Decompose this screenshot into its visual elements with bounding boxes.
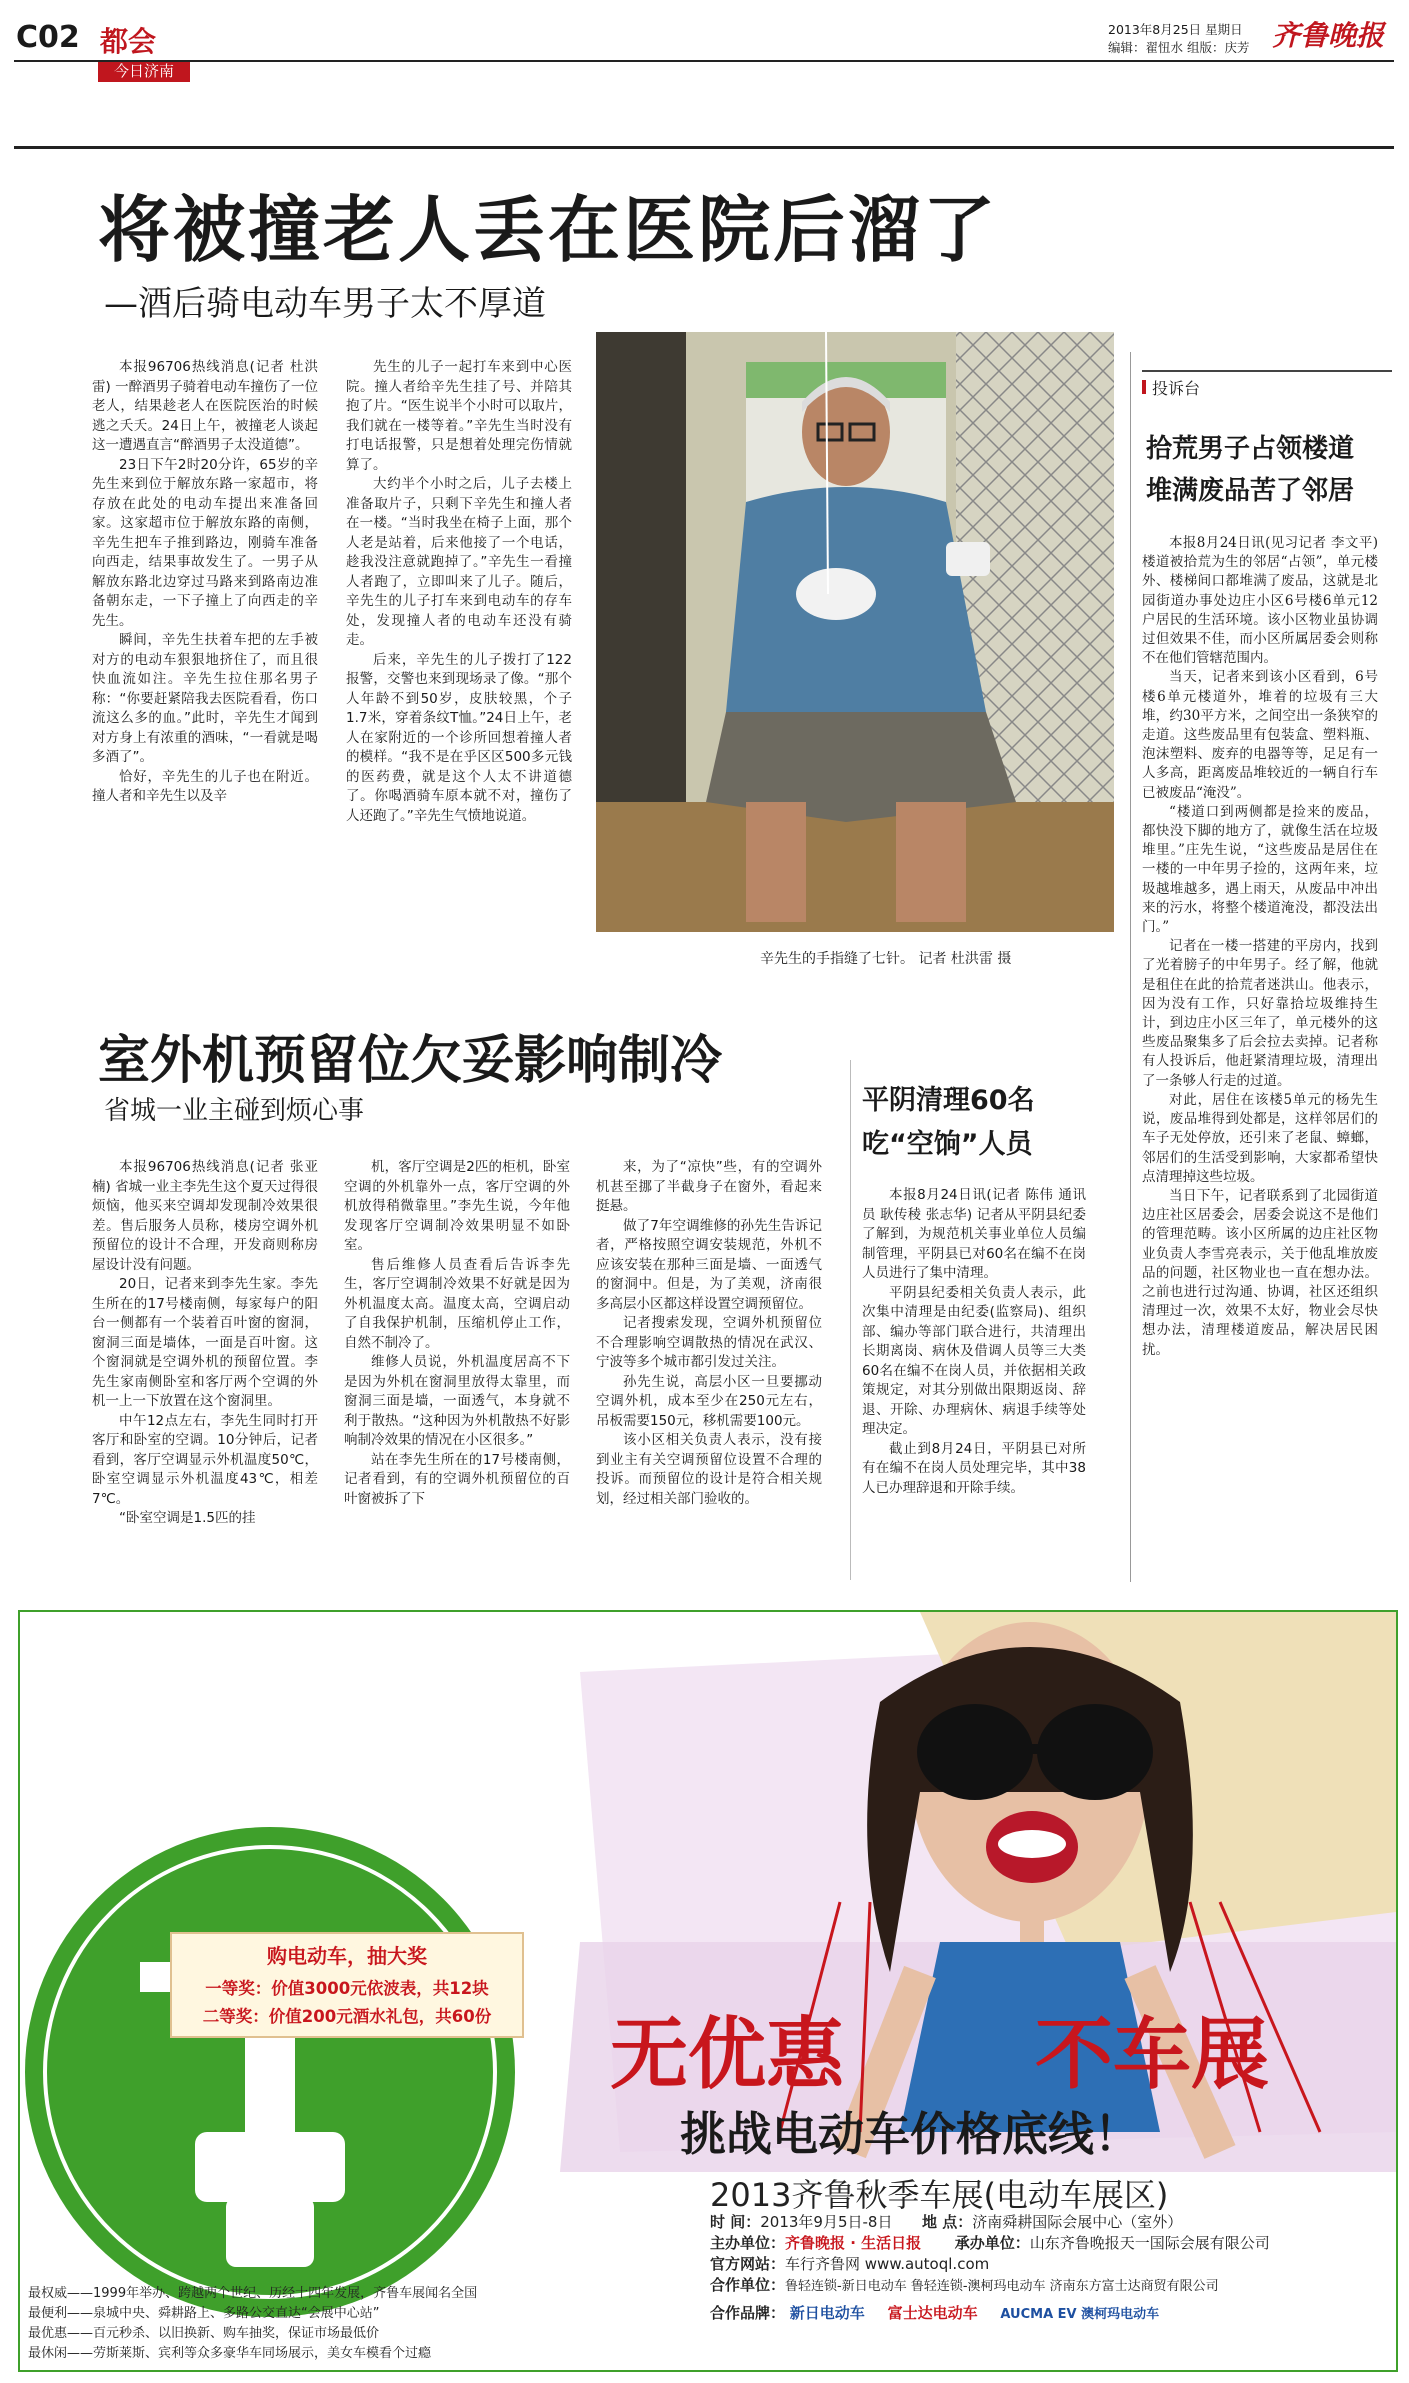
brand-logo-fushida: 富士达电动车 xyxy=(887,2304,978,2322)
story1-paragraph: 先生的儿子一起打车来到中心医院。撞人者给辛先生挂了号、并陪其抱了片。“医生说半个小时可以取片，我们就在一楼等着。”辛先生当时没有打电话报警，只是想着处理完伤情就算了。 xyxy=(346,359,572,473)
story2-paragraph: 站在李先生所在的17号楼南侧，记者看到，有的空调外机预留位的百叶窗被拆了下 xyxy=(344,1451,570,1507)
sidebar-paragraph: “楼道口到两侧都是捡来的废品，都快没下脚的地方了，就像生活在垃圾堆里。”庄先生说，“这些废品是居住在一楼的一中年男子捡的，这两年来，垃圾越堆越多，遇上雨天，从废品中冲出来的污水，将整个楼道淹没，都没法出门。” xyxy=(1142,803,1378,936)
brands-label: 合作品牌： xyxy=(710,2304,786,2322)
story1-paragraph: 瞬间，辛先生扶着车把的左手被对方的电动车狠狠地挤住了，而且很快血流如注。辛先生拉住那名男子称：“你要赶紧陪我去医院看看，伤口流这么多的血。”此时，辛先生才闻到对方身上有浓重的酒味，“一看就是喝多酒了”。 xyxy=(92,632,318,765)
photo-caption: 辛先生的手指缝了七针。 记者 杜洪雷 摄 xyxy=(760,951,1012,967)
host-row xyxy=(710,2233,1390,2254)
story2-paragraph: 机，客厅空调是2匹的柜机，卧室空调的外机靠外一点，客厅空调的外机放得稍微靠里。”李先生说，今年他发现客厅空调制冷效果明显不如卧室。 xyxy=(344,1159,570,1253)
brand-logo-xinri: 新日电动车 xyxy=(789,2304,865,2322)
promo-prize-1: 一等奖：价值3000元依波表，共12块 xyxy=(205,1979,489,1998)
promo-prize-2: 二等奖：价值200元酒水礼包，共60份 xyxy=(202,2007,492,2026)
story2-column-3 xyxy=(596,1158,822,1509)
editors-line: 编辑：翟忸水 组版：庆芳 xyxy=(1108,40,1250,55)
brands-row xyxy=(710,2303,1390,2325)
top-rule xyxy=(14,146,1394,149)
organizer-value: 山东齐鲁晚报天一国际会展有限公司 xyxy=(1029,2234,1270,2252)
sidebar-paragraph: 当日下午，记者联系到了北园街道边庄社区居委会，居委会说这不是他们的管理范畴。该小区所属的边庄社区物业负责人李雪亮表示，关于他乱堆放废品的问题，社区物业也一直在想办法。之前也进行过沟通、协调，社区还组织清理过一次，效果不太好，物业会尽快想办法，清理楼道废品，解决居民困扰。 xyxy=(1142,1187,1378,1358)
sidebar-divider xyxy=(1130,352,1131,1582)
header-rule xyxy=(14,60,1394,62)
feature-item: 最休闲——劳斯莱斯、宾利等众多豪华车同场展示，美女车模看个过瘾 xyxy=(28,2346,432,2361)
brand-logo-aucma: AUCMA EV 澳柯玛电动车 xyxy=(1000,2307,1160,2322)
subsection-bar xyxy=(98,60,190,82)
story1-column-1 xyxy=(92,358,318,807)
story2-paragraph: 售后维修人员查看后告诉李先生，客厅空调制冷效果不好就是因为外机温度太高。温度太高，空调启动了自我保护机制，压缩机停止工作，自然不制冷了。 xyxy=(344,1256,570,1351)
masthead-logo: 齐鲁晚报 xyxy=(1272,19,1385,52)
sidebar-paragraph: 当天，记者来到该小区看到，6号楼6单元楼道外，堆着的垃圾有三大堆，约30平方米，之间空出一条狭窄的走道。这些废品里有包装盒、塑料瓶、泡沫塑料、废弃的电器等等，足足有一人多高，距离废品堆较近的一辆自行车已被废品“淹没”。 xyxy=(1142,669,1378,801)
story1-paragraph: 后来，辛先生的儿子拨打了122报警，交警也来到现场录了像。“那个人年龄不到50岁，皮肤较黑，个子1.7米，穿着条纹T恤。”24日上午，老人在家附近的一个诊所回想着撞人者的模样。“我不是在乎区区500多元钱的医药费，就是这个人太不讲道德了。你喝酒骑车原本就不对，撞伤了人还跑了。”辛先生气愤地说道。 xyxy=(346,651,572,824)
promo-title: 购电动车，抽大奖 xyxy=(267,1944,427,1968)
feature-item: 最便利——泉城中央、舜耕路上、多路公交直达“会展中心站” xyxy=(28,2306,380,2321)
story2-column-1 xyxy=(92,1158,318,1529)
story2-paragraph: 20日，记者来到李先生家。李先生所在的17号楼南侧，每家每户的阳台一侧都有一个装着百叶窗的窗洞，窗洞三面是墙体，一面是百叶窗。这个窗洞就是空调外机的预留位置。李先生家南侧卧室和客厅两个空调的外机一上一下放置在这个窗洞里。 xyxy=(92,1276,318,1409)
slogan-left: 无优惠 xyxy=(610,2010,845,2100)
sidebar-headline-1: 拾荒男子占领楼道 xyxy=(1146,434,1355,464)
sidebar-paragraph: 记者在一楼一搭建的平房内，找到了光着膀子的中年男子。经了解，他就是租住在此的拾荒者迷洪山。他表示，因为没有工作，只好靠拾垃圾维持生计，到边庄小区三年了，单元楼外的这些废品聚集多了后会拉去卖掉。记者称有人投诉后，他赶紧清理垃圾，清理出了一条够人行走的过道。 xyxy=(1142,938,1378,1089)
story1-paragraph: 恰好，辛先生的儿子也在附近。撞人者和辛先生以及辛 xyxy=(92,768,318,804)
story2-paragraph: 记者搜索发现，空调外机预留位不合理影响空调散热的情况在武汉、宁波等多个城市都引发过关注。 xyxy=(596,1315,822,1370)
time-label: 时 间： xyxy=(710,2213,761,2231)
slogan-right: 不车展 xyxy=(1035,2010,1270,2100)
story2-paragraph: 做了7年空调维修的孙先生告诉记者，严格按照空调安装规范，外机不应该安装在那种三面是墙、一面透气的窗洞中。但是，为了美观，济南很多高层小区都这样设置空调预留位。 xyxy=(596,1217,822,1312)
story2-paragraph: “卧室空调是1.5匹的挂 xyxy=(119,1510,256,1526)
story3-divider xyxy=(850,1060,851,1580)
sidebar-tag xyxy=(1142,370,1392,399)
event-title: 2013齐鲁秋季车展(电动车展区) xyxy=(710,2176,1169,2214)
sidebar-body xyxy=(1142,534,1378,1360)
story1-paragraph: 大约半个小时之后，儿子去楼上准备取片子，只剩下辛先生和撞人者在一楼。“当时我坐在椅子上面，那个人老是站着，后来他接了一个电话，趁我没注意就跑掉了。”辛先生一看撞人者跑了，立即叫来了儿子。随后，辛先生的儿子打车来到电动车的存车处，发现撞人者的电动车还没有骑走。 xyxy=(346,476,572,648)
subsection-label: 今日济南 xyxy=(113,62,174,80)
partner-row xyxy=(710,2275,1390,2297)
site-row xyxy=(710,2254,1390,2275)
story2-paragraph: 本报96706热线消息(记者 张亚楠) 省城一业主李先生这个夏天过得很烦恼，他买来空调却发现制冷效果很差。售后服务人员称，楼房空调外机预留位的设计不合理，开发商则称房屋设计没有问题。 xyxy=(92,1159,318,1273)
story2-column-2 xyxy=(344,1158,570,1509)
sidebar-paragraph: 本报8月24日讯(见习记者 李文平) 楼道被拾荒为生的邻居“占领”，单元楼外、楼梯间口都堆满了废品，这就是北园街道办事处边庄小区6号楼6单元12户居民的生活环境。该小区物业虽协调过但效果不佳，而小区所属居委会则称不在他们管辖范围内。 xyxy=(1142,535,1378,667)
story1-subhead: —酒后骑电动车男子太不厚道 xyxy=(104,284,546,324)
story2-paragraph: 该小区相关负责人表示，没有接到业主有关空调预留位设置不合理的投诉。而预留位的设计是符合相关规划，经过相关部门验收的。 xyxy=(596,1432,822,1507)
story3-paragraph: 截止到8月24日，平阴县已对所有在编不在岗人员处理完毕，其中38人已办理辞退和开除手续。 xyxy=(862,1440,1086,1496)
story3-paragraph: 本报8月24日讯(记者 陈伟 通讯员 耿传稜 张志华) 记者从平阴县纪委了解到，为规范机关事业单位人员编制管理，平阴县已对60名在编不在岗人员进行了集中清理。 xyxy=(862,1187,1086,1281)
place-value: 济南舜耕国际会展中心（室外） xyxy=(972,2213,1183,2231)
time-value: 2013年9月5日-8日 xyxy=(760,2213,893,2231)
advertisement xyxy=(18,1610,1398,2372)
story2-paragraph: 来，为了“凉快”些，有的空调外机甚至挪了半截身子在窗外，看起来挺悬。 xyxy=(596,1159,822,1214)
story2-paragraph: 孙先生说，高层小区一旦要挪动空调外机，成本至少在250元左右，吊板需要150元，移机需要100元。 xyxy=(596,1373,822,1429)
sidebar-tag-label: 投诉台 xyxy=(1152,379,1201,398)
site-label: 官方网站： xyxy=(710,2255,786,2273)
feature-list xyxy=(28,2284,628,2364)
story1-paragraph: 23日下午2时20分许，65岁的辛先生来到位于解放东路一家超市，将存放在此处的电动车提出来准备回家。这家超市位于解放东路的南侧，辛先生把车子推到路边，刚骑车准备向西走，结果事故发生了。一男子从解放东路北边穿过马路来到路南边准备朝东走，一下子撞上了向西走的辛先生。 xyxy=(92,456,318,629)
story1-photo xyxy=(596,332,1114,932)
promo-box xyxy=(170,1932,524,2038)
host-value: 齐鲁晚报 · 生活日报 xyxy=(785,2234,922,2252)
section-name: 都会 xyxy=(100,25,157,58)
story3-body xyxy=(862,1186,1086,1498)
story1-column-2 xyxy=(346,358,572,826)
story1-headline: 将被撞老人丢在医院后溜了 xyxy=(98,188,999,272)
story1-paragraph: 本报96706热线消息(记者 杜洪雷) 一醉酒男子骑着电动车撞伤了一位老人，结果趁老人在医院医治的时候逃之夭夭。24日上午，被撞老人谈起这一遭遇直言“醉酒男子太没道德”。 xyxy=(92,359,318,453)
site-value: 车行齐鲁网 www.autoql.com xyxy=(785,2255,990,2273)
host-label: 主办单位： xyxy=(710,2234,786,2252)
feature-item: 最权威——1999年举办、跨越两个世纪、历经十四年发展，齐鲁车展闻名全国 xyxy=(28,2286,478,2301)
story2-headline: 室外机预留位欠妥影响制冷 xyxy=(98,1031,723,1091)
organizer-label: 承办单位： xyxy=(954,2234,1030,2252)
story3-paragraph: 平阴县纪委相关负责人表示，此次集中清理是由纪委(监察局)、组织部、编办等部门联合进行，共清理出长期离岗、病休及借调人员等三大类60名在编不在岗人员，并依据相关政策规定，对其分别做出限期返岗、辞退、开除、办理病休、病退手续等处理决定。 xyxy=(862,1284,1086,1437)
partner-value: 鲁轻连锁-新日电动车 鲁轻连锁-澳柯玛电动车 济南东方富士达商贸有限公司 xyxy=(785,2279,1219,2294)
story2-paragraph: 维修人员说，外机温度居高不下是因为外机在窗洞里放得太靠里，而窗洞三面是墙，一面透气，本身就不利于散热。“这种因为外机散热不好影响制冷效果的情况在小区很多。” xyxy=(344,1354,570,1448)
date-line: 2013年8月25日 星期日 xyxy=(1108,22,1243,37)
sidebar-paragraph: 对此，居住在该楼5单元的杨先生说，废品堆得到处都是，这样邻居们的车子无处停放，还引来了老鼠、蟑螂，邻居们的生活受到影响，大家都希望快点清理掉这些垃圾。 xyxy=(1142,1091,1378,1185)
time-row xyxy=(710,2212,1390,2233)
story2-subhead: 省城一业主碰到烦心事 xyxy=(104,1096,365,1126)
feature-item: 最优惠——百元秒杀、以旧换新、购车抽奖，保证市场最低价 xyxy=(28,2326,380,2341)
place-label: 地 点： xyxy=(922,2213,973,2231)
partner-label: 合作单位： xyxy=(710,2276,786,2294)
event-details xyxy=(710,2212,1390,2325)
sidebar-tag-icon xyxy=(1142,380,1146,394)
story2-paragraph: 中午12点左右，李先生同时打开客厅和卧室的空调。10分钟后，记者看到，客厅空调显示外机温度50℃，卧室空调显示外机温度43℃，相差7℃。 xyxy=(92,1412,318,1507)
page-code: C02 xyxy=(16,20,80,55)
photo-illustration xyxy=(596,332,1114,932)
sidebar-headline-2: 堆满废品苦了邻居 xyxy=(1146,476,1355,506)
story3-headline-2: 吃“空饷”人员 xyxy=(862,1129,1033,1160)
tagline: 挑战电动车价格底线！ xyxy=(680,2107,1140,2161)
story3-headline-1: 平阴清理60名 xyxy=(862,1085,1035,1116)
